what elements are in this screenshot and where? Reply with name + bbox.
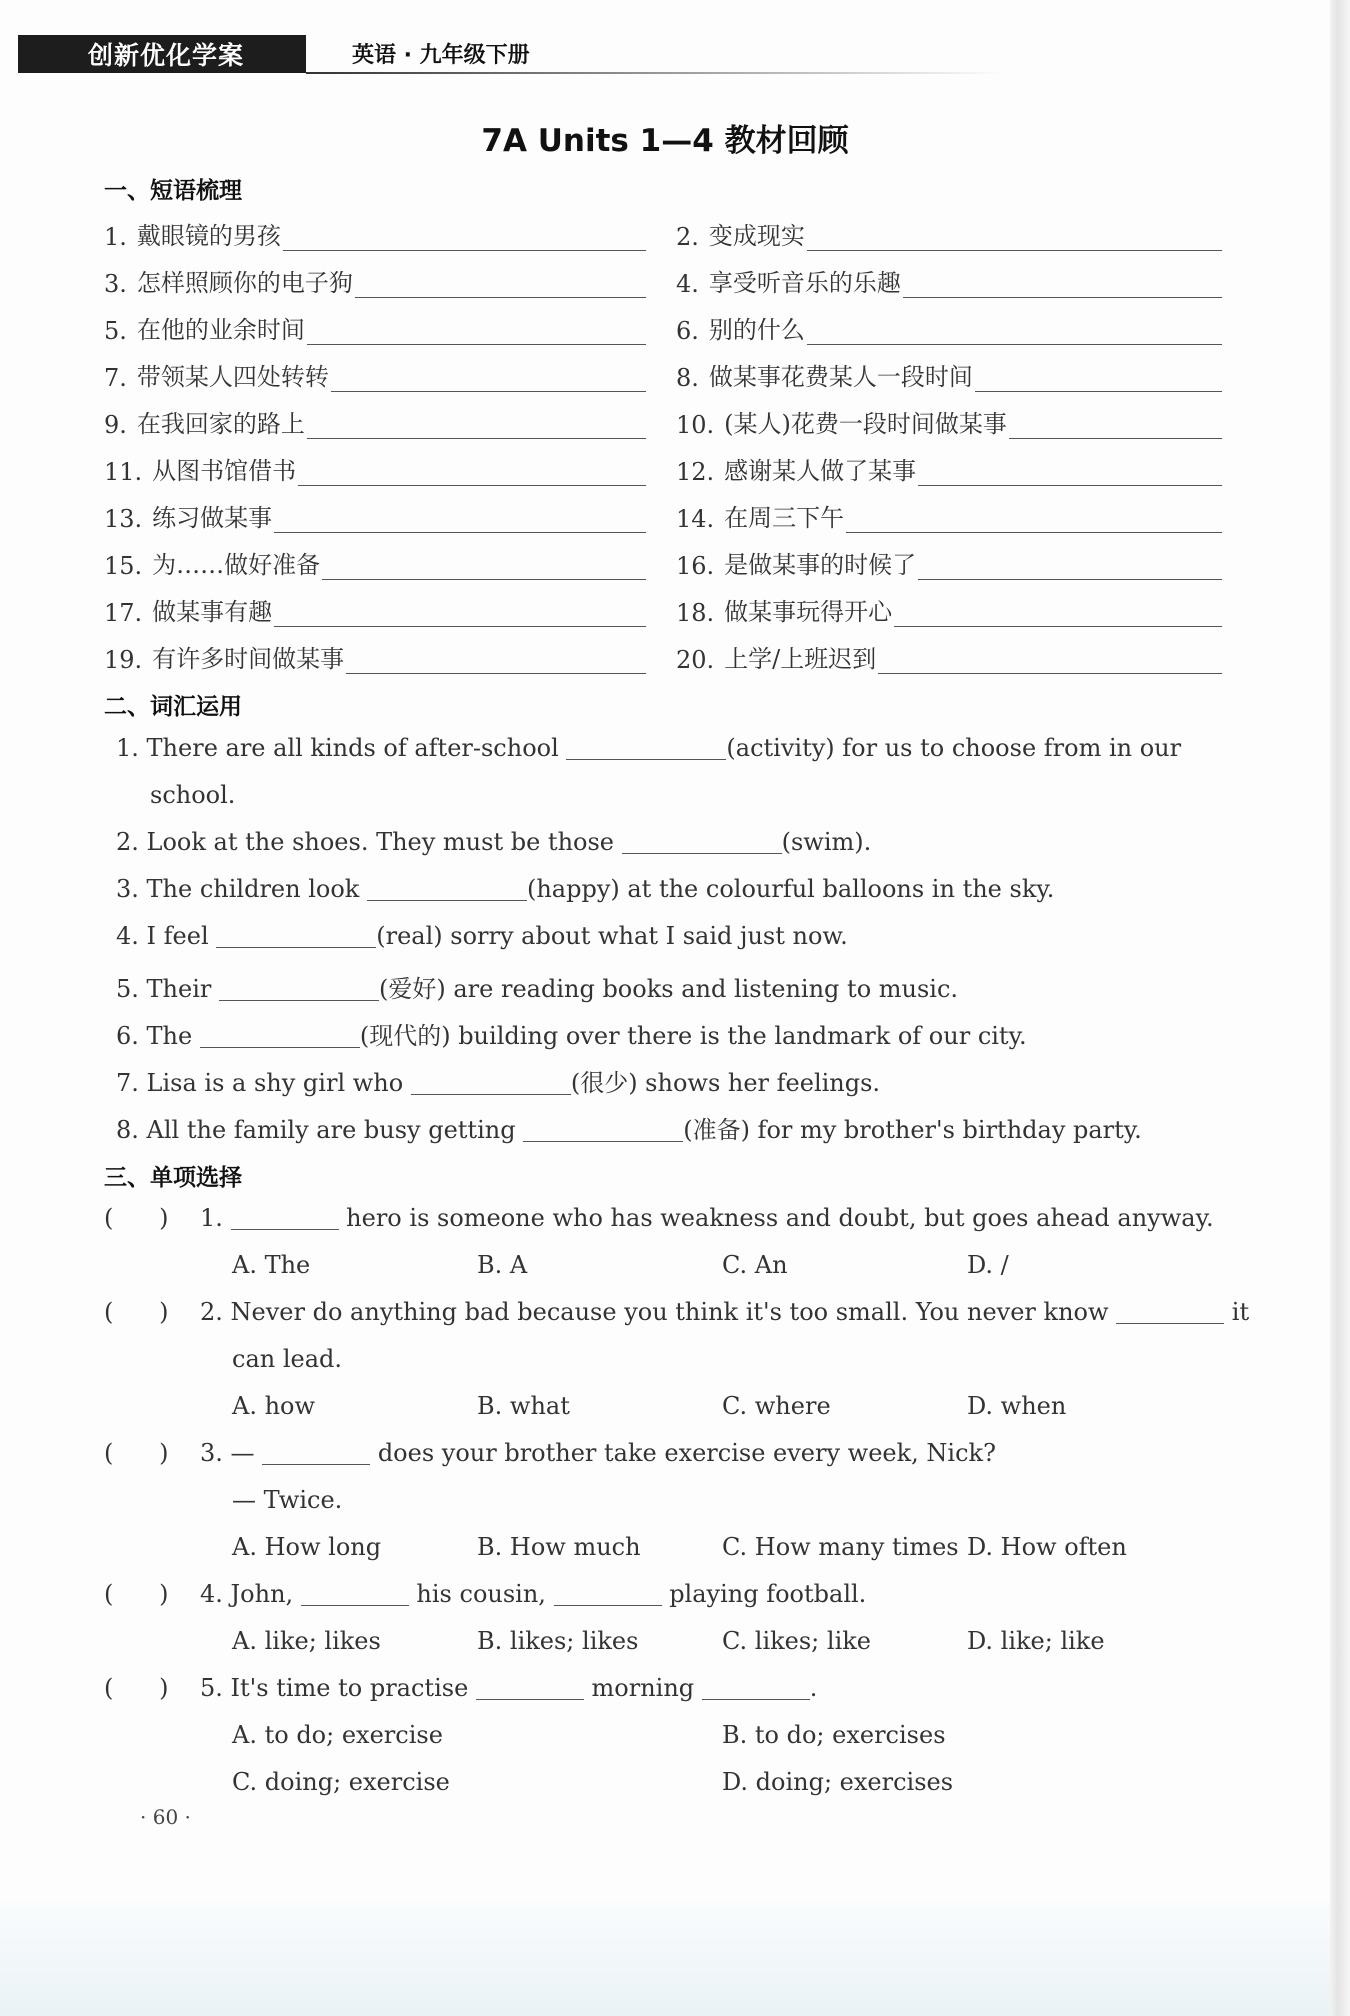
answer-blank[interactable]	[274, 504, 646, 533]
item-number: 4.	[676, 270, 699, 298]
option-d[interactable]: D. doing; exercises	[722, 1768, 954, 1796]
item-text: John,	[230, 1580, 301, 1608]
item-text: 享受听音乐的乐趣	[708, 269, 901, 297]
item-text: Their	[146, 975, 219, 1003]
phrase-item	[676, 636, 1222, 674]
page-title: 7A Units 1—4 教材回顾	[481, 123, 849, 159]
item-number: 16.	[676, 552, 715, 580]
vocab-item-continuation: school.	[150, 781, 236, 809]
page-number: · 60 ·	[140, 1805, 191, 1829]
answer-blank[interactable]	[231, 1205, 339, 1230]
phrase-item	[104, 401, 646, 439]
item-number: 1.	[116, 734, 139, 762]
item-text: 上学/上班迟到	[724, 645, 877, 673]
vocab-item	[116, 1110, 1142, 1145]
brand-text: 创新优化学案	[88, 41, 245, 70]
option-d[interactable]: D. like; like	[967, 1627, 1105, 1655]
vocab-item	[116, 922, 848, 950]
answer-blank[interactable]	[355, 269, 646, 298]
item-text: 是做某事的时候了	[724, 551, 917, 579]
answer-blank[interactable]	[566, 735, 726, 760]
answer-blank[interactable]	[918, 457, 1222, 486]
answer-blank[interactable]	[523, 1117, 683, 1142]
item-text: does your brother take exercise every week, Nick?	[370, 1439, 996, 1467]
answer-blank[interactable]	[216, 923, 376, 948]
item-number: 15.	[104, 552, 143, 580]
option-d[interactable]: D. /	[967, 1251, 1009, 1279]
item-text: 在他的业余时间	[136, 316, 305, 344]
answer-blank[interactable]	[411, 1070, 571, 1095]
option-a[interactable]: A. like; likes	[232, 1627, 381, 1655]
answer-blank[interactable]	[918, 551, 1222, 580]
question-continuation: — Twice.	[232, 1486, 343, 1514]
option-a[interactable]: A. How long	[232, 1533, 382, 1561]
item-number: 6.	[676, 317, 699, 345]
vocab-item	[116, 1016, 1027, 1051]
phrase-item	[676, 542, 1222, 580]
item-text: 怎样照顾你的电子狗	[136, 269, 353, 297]
answer-blank[interactable]	[622, 829, 782, 854]
phrase-item	[104, 213, 646, 251]
option-b[interactable]: B. to do; exercises	[722, 1721, 946, 1749]
item-number: 1.	[200, 1204, 223, 1232]
item-text: (准备) for my brother's birthday party.	[683, 1116, 1142, 1144]
answer-blank[interactable]	[1009, 410, 1222, 439]
item-number: 7.	[104, 364, 127, 392]
item-text: 在我回家的路上	[136, 410, 305, 438]
scan-right-edge	[1330, 0, 1350, 2016]
phrase-item	[104, 495, 646, 533]
phrase-item	[104, 260, 646, 298]
item-number: 4.	[116, 922, 139, 950]
answer-blank[interactable]	[262, 1440, 370, 1465]
vocab-item	[116, 734, 1181, 762]
phrase-item	[104, 448, 646, 486]
answer-blank[interactable]	[346, 645, 646, 674]
item-text: it	[1224, 1298, 1250, 1326]
answer-blank[interactable]	[322, 551, 646, 580]
item-text: (swim).	[781, 828, 872, 856]
brand-banner	[18, 35, 306, 73]
item-text: (现代的) building over there is the landmark of our city.	[359, 1022, 1027, 1050]
option-d[interactable]: D. How often	[967, 1533, 1127, 1561]
question-stem	[200, 1204, 1214, 1232]
item-text: 戴眼镜的男孩	[136, 222, 281, 250]
item-text: morning	[583, 1674, 702, 1702]
item-text: (happy) at the colourful balloons in the sky.	[526, 875, 1055, 903]
answer-blank[interactable]	[1116, 1299, 1224, 1324]
item-text: 从图书馆借书	[152, 457, 297, 485]
answer-blank[interactable]	[219, 976, 379, 1001]
scan-bottom-shade	[0, 1900, 1330, 2016]
item-text: The children look	[146, 875, 367, 903]
phrase-item	[676, 589, 1222, 627]
header-divider	[306, 72, 1006, 74]
item-text: Never do anything bad because you think it's too small. You never know	[230, 1298, 1117, 1326]
answer-blank[interactable]	[274, 598, 646, 627]
answer-blank[interactable]	[807, 222, 1222, 251]
phrase-item	[676, 354, 1222, 392]
item-text: .	[809, 1674, 818, 1702]
item-text: 做某事有趣	[152, 598, 273, 626]
subject-label: 英语 · 九年级下册	[352, 43, 530, 68]
item-text: his cousin,	[408, 1580, 554, 1608]
item-text: The	[146, 1022, 200, 1050]
item-text: 变成现实	[708, 222, 805, 250]
item-text: playing football.	[661, 1580, 867, 1608]
option-c[interactable]: C. How many times	[722, 1533, 959, 1561]
item-text: 做某事花费某人一段时间	[708, 363, 973, 391]
phrase-item	[676, 495, 1222, 533]
phrase-item	[104, 542, 646, 580]
vocab-item	[116, 1063, 880, 1098]
item-text: 在周三下午	[724, 504, 845, 532]
option-c[interactable]: C. where	[722, 1392, 831, 1420]
item-number: 1.	[104, 223, 127, 251]
item-number: 14.	[676, 505, 715, 533]
phrase-item	[104, 589, 646, 627]
phrase-item	[676, 401, 1222, 439]
answer-bracket[interactable]: ( )	[104, 1204, 169, 1232]
item-text: 别的什么	[708, 316, 805, 344]
item-text: 带领某人四处转转	[136, 363, 329, 391]
item-text: (很少) shows her feelings.	[570, 1069, 881, 1097]
answer-blank[interactable]	[846, 504, 1222, 533]
item-number: 8.	[116, 1116, 139, 1144]
item-number: 17.	[104, 599, 143, 627]
item-number: 2.	[676, 223, 699, 251]
item-number: 2.	[116, 828, 139, 856]
option-b[interactable]: B. what	[477, 1392, 570, 1420]
item-number: 9.	[104, 411, 127, 439]
item-text: 感谢某人做了某事	[724, 457, 917, 485]
vocab-item	[116, 875, 1054, 903]
answer-bracket[interactable]: ( )	[104, 1674, 169, 1702]
section2-heading: 二、词汇运用	[104, 694, 242, 720]
option-a[interactable]: A. to do; exercise	[232, 1721, 443, 1749]
item-text: 做某事玩得开心	[724, 598, 893, 626]
option-c[interactable]: C. likes; like	[722, 1627, 871, 1655]
item-number: 4.	[200, 1580, 223, 1608]
item-text: 为……做好准备	[152, 551, 321, 579]
item-text: (爱好) are reading books and listening to music.	[379, 975, 959, 1003]
answer-blank[interactable]	[307, 410, 646, 439]
option-c[interactable]: C. An	[722, 1251, 788, 1279]
answer-blank[interactable]	[807, 316, 1222, 345]
section1-heading: 一、短语梳理	[104, 178, 242, 204]
item-number: 3.	[200, 1439, 223, 1467]
item-number: 5.	[116, 975, 139, 1003]
item-text: All the family are busy getting	[146, 1116, 524, 1144]
item-text: (某人)花费一段时间做某事	[724, 410, 1007, 438]
option-b[interactable]: B. likes; likes	[477, 1627, 639, 1655]
answer-blank[interactable]	[331, 363, 646, 392]
answer-blank[interactable]	[283, 222, 646, 251]
phrase-item	[104, 354, 646, 392]
item-text: —	[230, 1439, 263, 1467]
answer-blank[interactable]	[476, 1675, 584, 1700]
vocab-item	[116, 969, 958, 1004]
item-number: 20.	[676, 646, 715, 674]
answer-bracket[interactable]: ( )	[104, 1439, 169, 1467]
phrase-item	[104, 307, 646, 345]
item-number: 19.	[104, 646, 143, 674]
item-text: Look at the shoes. They must be those	[146, 828, 622, 856]
phrase-item	[676, 307, 1222, 345]
phrase-item	[676, 213, 1222, 251]
item-text: 有许多时间做某事	[152, 645, 345, 673]
answer-blank[interactable]	[307, 316, 646, 345]
answer-blank[interactable]	[367, 876, 527, 901]
answer-blank[interactable]	[894, 598, 1222, 627]
answer-blank[interactable]	[702, 1675, 810, 1700]
answer-blank[interactable]	[975, 363, 1222, 392]
answer-blank[interactable]	[878, 645, 1222, 674]
question-stem	[200, 1298, 1249, 1326]
option-d[interactable]: D. when	[967, 1392, 1067, 1420]
answer-bracket[interactable]: ( )	[104, 1580, 169, 1608]
option-b[interactable]: B. A	[477, 1251, 528, 1279]
answer-blank[interactable]	[301, 1581, 409, 1606]
item-text: It's time to practise	[230, 1674, 476, 1702]
item-number: 7.	[116, 1069, 139, 1097]
question-stem	[200, 1439, 996, 1467]
option-b[interactable]: B. How much	[477, 1533, 641, 1561]
item-number: 13.	[104, 505, 143, 533]
item-number: 18.	[676, 599, 715, 627]
answer-blank[interactable]	[200, 1023, 360, 1048]
item-number: 12.	[676, 458, 715, 486]
item-text: 练习做某事	[152, 504, 273, 532]
item-number: 8.	[676, 364, 699, 392]
item-text: (activity) for us to choose from in our	[726, 734, 1182, 762]
option-c[interactable]: C. doing; exercise	[232, 1768, 450, 1796]
item-text: Lisa is a shy girl who	[146, 1069, 411, 1097]
option-a[interactable]: A. how	[232, 1392, 316, 1420]
phrase-item	[104, 636, 646, 674]
section3-heading: 三、单项选择	[104, 1165, 242, 1191]
answer-bracket[interactable]: ( )	[104, 1298, 169, 1326]
item-number: 2.	[200, 1298, 223, 1326]
answer-blank[interactable]	[554, 1581, 662, 1606]
item-number: 10.	[676, 411, 715, 439]
item-text: I feel	[146, 922, 217, 950]
item-text: hero is someone who has weakness and doubt, but goes ahead anyway.	[338, 1204, 1214, 1232]
question-stem	[200, 1580, 866, 1608]
item-number: 5.	[104, 317, 127, 345]
vocab-item	[116, 828, 871, 856]
item-text: There are all kinds of after-school	[146, 734, 567, 762]
question-continuation: can lead.	[232, 1345, 343, 1373]
phrase-item	[676, 448, 1222, 486]
phrase-item	[676, 260, 1222, 298]
question-stem	[200, 1674, 817, 1702]
item-number: 3.	[116, 875, 139, 903]
item-number: 6.	[116, 1022, 139, 1050]
item-number: 3.	[104, 270, 127, 298]
answer-blank[interactable]	[903, 269, 1222, 298]
answer-blank[interactable]	[298, 457, 646, 486]
item-number: 5.	[200, 1674, 223, 1702]
option-a[interactable]: A. The	[232, 1251, 311, 1279]
item-number: 11.	[104, 458, 143, 486]
item-text: (real) sorry about what I said just now.	[376, 922, 848, 950]
